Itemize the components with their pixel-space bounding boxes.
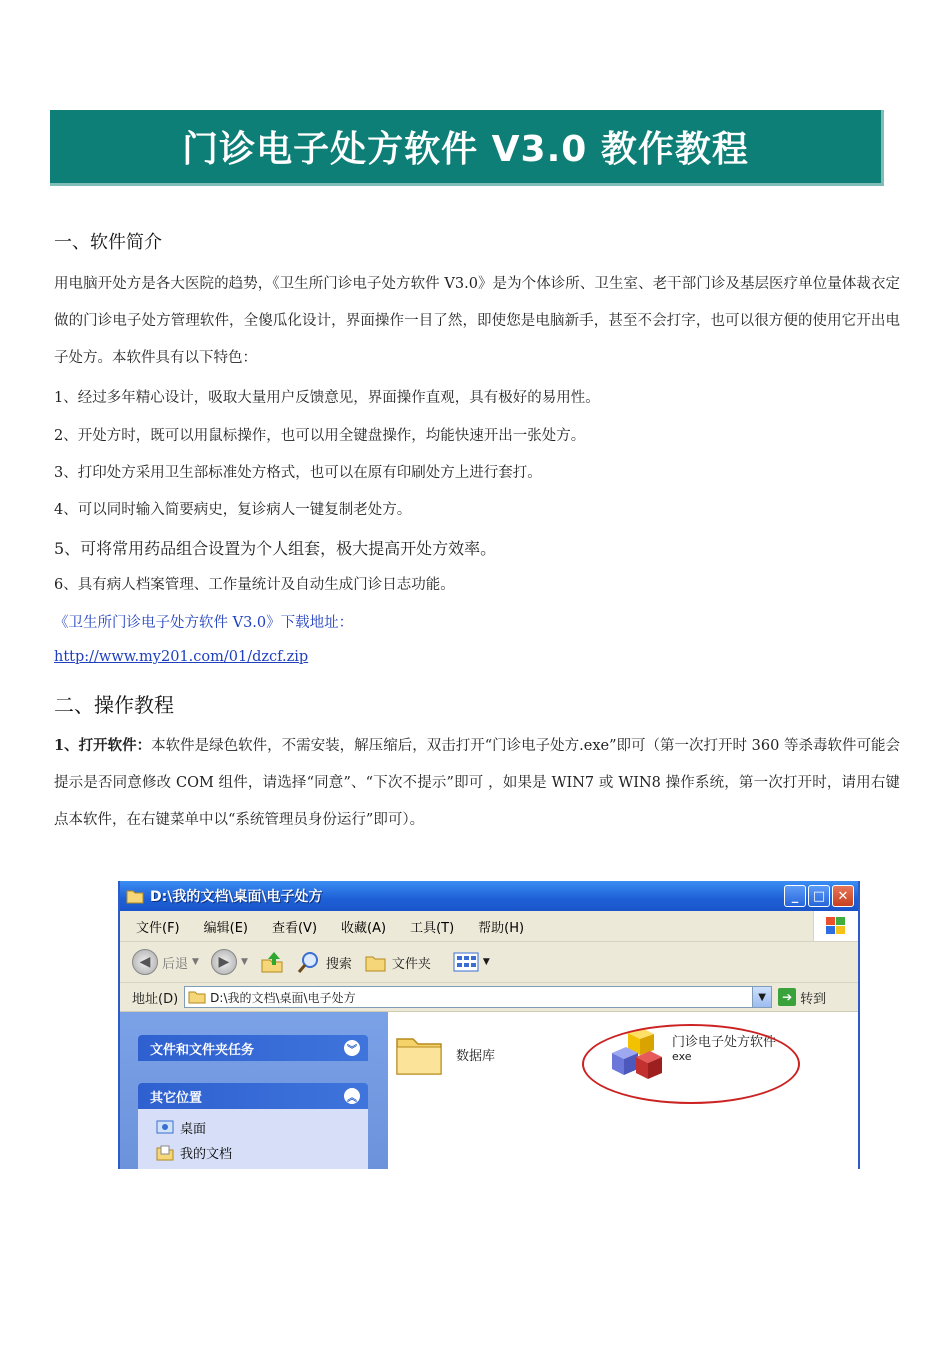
folder-icon bbox=[394, 1031, 444, 1077]
place-desktop[interactable] bbox=[156, 1115, 368, 1140]
place-my-documents-label: 我的文档 bbox=[180, 1147, 233, 1162]
explorer-window bbox=[118, 881, 860, 1169]
step1-text: 本软件是绿色软件，不需安装，解压缩后，双击打开“门诊电子处方.exe”即可（第一次打开时 360 等杀毒软件可能会提示是否同意修改 COM 组件，请选择“同意”、“下次不提示”即可 ，如果是 WIN7 或 WIN8 操作系统，第一次打开时，请用右键点本软件，在右键菜单中以“系统管理员身份运行”即可）。 bbox=[54, 738, 900, 828]
address-dropdown-icon[interactable]: ▼ bbox=[752, 987, 771, 1007]
go-label: 转到 bbox=[800, 991, 827, 1007]
my-documents-icon bbox=[156, 1145, 174, 1161]
panel-other-places[interactable] bbox=[138, 1083, 368, 1109]
document-title: 门诊电子处方软件 V3.0 教作教程 bbox=[182, 129, 749, 170]
section1-heading: 一、软件简介 bbox=[54, 232, 162, 253]
intro-paragraph: 用电脑开处方是各大医院的趋势，《卫生所门诊电子处方软件 V3.0》是为个体诊所、卫生室、老干部门诊及基层医疗单位量体裁衣定做的门诊电子处方管理软件，全傻瓜化设计，界面操作一目了然，即使您是电脑新手，甚至不会打字，也可以很方便的使用它开出电子处方。本软件具有以下特色： bbox=[54, 276, 900, 366]
feature-1: 1、经过多年精心设计，吸取大量用户反馈意见，界面操作直观，具有极好的易用性。 bbox=[54, 390, 600, 406]
views-button[interactable] bbox=[453, 951, 490, 973]
address-bar bbox=[120, 983, 858, 1012]
exe-file-name: 门诊电子处方软件 bbox=[672, 1035, 777, 1050]
forward-button[interactable] bbox=[211, 949, 248, 975]
highlight-circle bbox=[582, 1024, 800, 1104]
desktop-icon bbox=[156, 1120, 174, 1136]
menu-tools[interactable]: 工具(T) bbox=[410, 920, 455, 936]
panel-file-tasks-title: 文件和文件夹任务 bbox=[150, 1042, 255, 1058]
feature-3: 3、打印处方采用卫生部标准处方格式，也可以在原有印刷处方上进行套打。 bbox=[54, 465, 542, 481]
search-icon bbox=[296, 950, 322, 974]
folder-database[interactable] bbox=[394, 1031, 495, 1077]
folder-database-label: 数据库 bbox=[456, 1048, 496, 1064]
place-my-documents[interactable] bbox=[156, 1140, 368, 1165]
panel-other-places-title: 其它位置 bbox=[150, 1090, 203, 1106]
step1-label: 1、打开软件： bbox=[54, 737, 152, 754]
up-folder-icon bbox=[260, 950, 284, 974]
back-label: 后退 bbox=[162, 956, 189, 972]
address-label: 地址(D) bbox=[132, 991, 179, 1007]
back-arrow-icon: ◀ bbox=[132, 949, 158, 975]
dropdown-icon: ▼ bbox=[192, 957, 199, 967]
step1-paragraph bbox=[54, 727, 900, 839]
feature-6: 6、具有病人档案管理、工作量统计及自动生成门诊日志功能。 bbox=[54, 577, 455, 593]
address-input[interactable] bbox=[184, 986, 772, 1008]
menu-edit[interactable]: 编辑(E) bbox=[203, 920, 248, 936]
other-places-list bbox=[138, 1109, 368, 1169]
menu-favorites[interactable]: 收藏(A) bbox=[341, 920, 387, 936]
go-arrow-icon: ➔ bbox=[778, 988, 796, 1006]
task-pane bbox=[120, 1012, 388, 1169]
feature-5: 5、可将常用药品组合设置为个人组套，极大提高开处方效率。 bbox=[54, 539, 497, 558]
go-button[interactable] bbox=[778, 988, 826, 1007]
menu-bar bbox=[120, 911, 858, 942]
search-label: 搜索 bbox=[325, 956, 352, 972]
folder-icon bbox=[188, 990, 206, 1004]
search-button[interactable] bbox=[296, 950, 352, 974]
title-banner bbox=[50, 110, 884, 186]
address-value: D:\我的文档\桌面\电子处方 bbox=[210, 990, 356, 1005]
back-button[interactable] bbox=[132, 949, 199, 975]
folder-icon bbox=[126, 888, 144, 904]
forward-arrow-icon: ▶ bbox=[211, 949, 237, 975]
explorer-titlebar[interactable] bbox=[120, 881, 858, 911]
feature-4: 4、可以同时输入简要病史，复诊病人一键复制老处方。 bbox=[54, 502, 412, 518]
maximize-button[interactable]: □ bbox=[808, 885, 830, 907]
menu-help[interactable]: 帮助(H) bbox=[478, 920, 525, 936]
folders-icon bbox=[364, 951, 388, 973]
download-label: 《卫生所门诊电子处方软件 V3.0》下载地址： bbox=[54, 615, 354, 631]
windows-logo-icon bbox=[813, 911, 858, 941]
dropdown-icon: ▼ bbox=[482, 957, 490, 967]
menu-view[interactable]: 查看(V) bbox=[271, 920, 318, 936]
section2-heading: 二、操作教程 bbox=[54, 693, 174, 717]
feature-2: 2、开处方时，既可以用鼠标操作，也可以用全键盘操作，均能快速开出一张处方。 bbox=[54, 428, 586, 444]
up-button[interactable] bbox=[260, 950, 284, 974]
explorer-title: D:\我的文档\桌面\电子处方 bbox=[150, 889, 323, 905]
folders-button[interactable] bbox=[364, 951, 431, 973]
dropdown-icon: ▼ bbox=[240, 957, 248, 967]
views-icon bbox=[453, 951, 479, 973]
place-desktop-label: 桌面 bbox=[180, 1122, 207, 1137]
download-link[interactable]: http://www.my201.com/01/dzcf.zip bbox=[54, 649, 309, 665]
chevron-up-icon[interactable]: ︽ bbox=[344, 1088, 360, 1104]
minimize-button[interactable]: _ bbox=[784, 885, 806, 907]
exe-file-ext: exe bbox=[672, 1050, 692, 1063]
toolbar bbox=[120, 942, 858, 983]
close-button[interactable]: ✕ bbox=[832, 885, 854, 907]
panel-file-tasks[interactable] bbox=[138, 1035, 368, 1061]
menu-file[interactable]: 文件(F) bbox=[136, 920, 180, 936]
chevron-down-icon[interactable]: ︾ bbox=[344, 1040, 360, 1056]
folders-label: 文件夹 bbox=[391, 956, 431, 972]
